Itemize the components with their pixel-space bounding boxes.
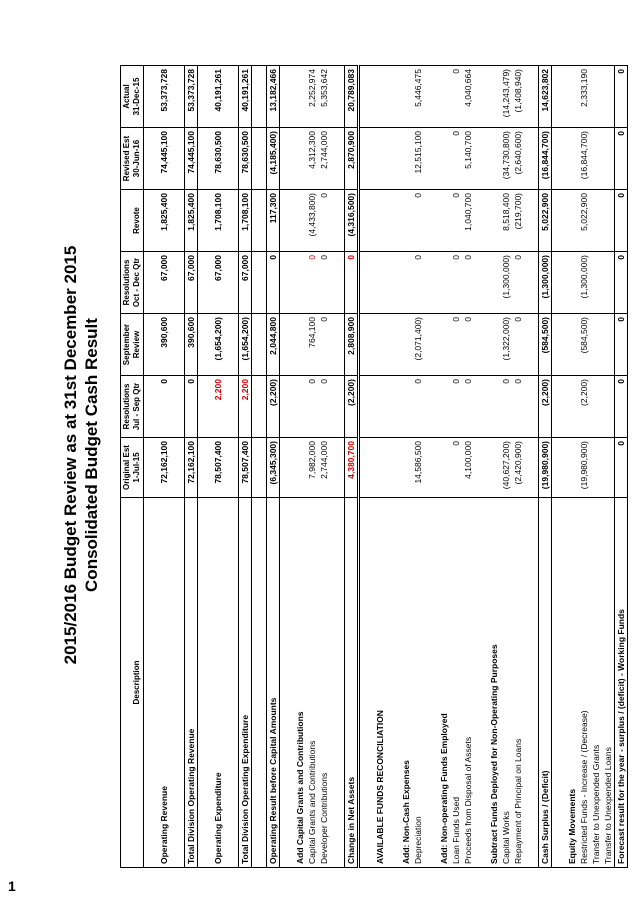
row-label: Capital Works	[500, 498, 512, 868]
value-cell: (16,844,700)	[578, 128, 590, 190]
row-add-capital-heading	[294, 66, 306, 868]
value-cell: (2,200)	[345, 376, 359, 438]
value-cell	[400, 66, 412, 128]
value-cell: (40,627,200)	[500, 438, 512, 498]
value-cell	[566, 128, 578, 190]
value-cell	[374, 438, 386, 498]
value-cell: (584,500)	[539, 314, 552, 376]
value-cell: (19,980,900)	[539, 438, 552, 498]
col-header-september-review: September Review	[121, 314, 144, 376]
value-cell	[374, 314, 386, 376]
budget-table	[120, 65, 628, 868]
value-cell: 4,380,700	[345, 438, 359, 498]
value-cell	[438, 252, 450, 314]
value-cell: 2,744,000	[318, 438, 330, 498]
value-cell: 53,373,728	[158, 66, 170, 128]
value-cell: 2,744,000	[318, 128, 330, 190]
value-cell: 74,445,100	[158, 128, 170, 190]
value-cell: 53,373,728	[185, 66, 198, 128]
row-total-operating-expenditure	[239, 66, 252, 868]
value-cell: 67,000	[239, 252, 252, 314]
value-cell: 0	[412, 190, 424, 252]
value-cell: 78,507,400	[239, 438, 252, 498]
col-header-description: Description	[121, 498, 144, 868]
row-label: Operating Revenue	[158, 498, 170, 868]
value-cell	[566, 314, 578, 376]
row-loan-funds-used	[450, 66, 462, 868]
row-subtract-heading	[488, 66, 500, 868]
value-cell: 0	[450, 438, 462, 498]
value-cell: 0	[306, 376, 318, 438]
row-label: Transfer to Unexpended Loans	[602, 498, 615, 868]
value-cell: 74,445,100	[185, 128, 198, 190]
value-cell: 40,191,261	[239, 66, 252, 128]
value-cell: (4,185,400)	[267, 128, 280, 190]
row-label: Subtract Funds Deployed for Non-Operating Purposes	[488, 498, 500, 868]
value-cell: (584,500)	[578, 314, 590, 376]
row-label: Cash Surplus / (Deficit)	[539, 498, 552, 868]
value-cell: 0	[412, 376, 424, 438]
value-cell: (19,980,900)	[578, 438, 590, 498]
value-cell: (2,200)	[267, 376, 280, 438]
value-cell: 78,630,500	[212, 128, 224, 190]
row-label: Forecast result for the year - surplus / (deficit) - Working Funds	[615, 498, 628, 868]
value-cell: 0	[306, 252, 318, 314]
value-cell	[602, 128, 615, 190]
value-cell: 0	[615, 128, 628, 190]
value-cell: 5,446,475	[412, 66, 424, 128]
value-cell	[374, 190, 386, 252]
value-cell: 2,808,900	[345, 314, 359, 376]
value-cell: 0	[615, 438, 628, 498]
value-cell: 0	[185, 376, 198, 438]
value-cell	[374, 128, 386, 190]
row-label: Total Division Operating Expenditure	[239, 498, 252, 868]
value-cell: (1,300,000)	[539, 252, 552, 314]
value-cell: (6,345,300)	[267, 438, 280, 498]
value-cell	[590, 376, 602, 438]
value-cell: (16,844,700)	[539, 128, 552, 190]
value-cell: 0	[462, 376, 474, 438]
row-label: Transfer to Unexpended Grants	[590, 498, 602, 868]
page-title: 2015/2016 Budget Review as at 31st December 2015	[61, 245, 80, 665]
value-cell: 0	[450, 128, 462, 190]
value-cell: 67,000	[212, 252, 224, 314]
value-cell	[294, 66, 306, 128]
value-cell: (1,654,200)	[239, 314, 252, 376]
row-equity-heading	[566, 66, 578, 868]
value-cell: 12,515,100	[412, 128, 424, 190]
row-total-operating-revenue	[185, 66, 198, 868]
row-label: Add: Non-Cash Expenses	[400, 498, 412, 868]
row-operating-expenditure	[212, 66, 224, 868]
value-cell: 2,200	[212, 376, 224, 438]
value-cell: 2,044,800	[267, 314, 280, 376]
value-cell	[438, 314, 450, 376]
value-cell: (4,316,500)	[345, 190, 359, 252]
row-label: Total Division Operating Revenue	[185, 498, 198, 868]
value-cell	[590, 128, 602, 190]
value-cell: 0	[462, 314, 474, 376]
value-cell	[602, 66, 615, 128]
value-cell: (1,322,000)	[500, 314, 512, 376]
value-cell	[400, 438, 412, 498]
value-cell	[294, 190, 306, 252]
value-cell	[294, 252, 306, 314]
row-capital-works	[500, 66, 512, 868]
value-cell: 72,162,100	[185, 438, 198, 498]
value-cell	[590, 438, 602, 498]
value-cell: 5,353,642	[318, 66, 330, 128]
row-label: Depreciation	[412, 498, 424, 868]
value-cell: (14,243,479)	[500, 66, 512, 128]
value-cell	[590, 66, 602, 128]
value-cell: 20,789,083	[345, 66, 359, 128]
value-cell: 4,040,664	[462, 66, 474, 128]
value-cell: 14,586,500	[412, 438, 424, 498]
value-cell: 0	[615, 190, 628, 252]
value-cell	[488, 438, 500, 498]
value-cell	[566, 376, 578, 438]
value-cell	[488, 252, 500, 314]
value-cell	[566, 438, 578, 498]
value-cell	[400, 252, 412, 314]
value-cell: 0	[318, 314, 330, 376]
value-cell	[566, 190, 578, 252]
value-cell: (2,200)	[578, 376, 590, 438]
value-cell: 0	[318, 252, 330, 314]
value-cell: 1,708,100	[239, 190, 252, 252]
title-block	[60, 30, 102, 880]
row-label: AVAILABLE FUNDS RECONCILIATION	[374, 498, 386, 868]
value-cell: 67,000	[185, 252, 198, 314]
value-cell: 0	[462, 252, 474, 314]
row-label: Repayment of Principal on Loans	[512, 498, 524, 868]
value-cell	[400, 376, 412, 438]
value-cell: 0	[318, 190, 330, 252]
value-cell: 2,333,190	[578, 66, 590, 128]
row-label: Equity Movements	[566, 498, 578, 868]
row-label: Restricted Funds - Increase / (Decrease)	[578, 498, 590, 868]
value-cell: (2,071,400)	[412, 314, 424, 376]
value-cell	[294, 128, 306, 190]
value-cell: 67,000	[158, 252, 170, 314]
value-cell	[294, 438, 306, 498]
value-cell: 0	[512, 252, 524, 314]
col-header-resolutions-jul-sep: Resolutions Jul - Sep Qtr	[121, 376, 144, 438]
value-cell: (2,640,600)	[512, 128, 524, 190]
value-cell: 1,040,700	[462, 190, 474, 252]
value-cell: 1,708,100	[212, 190, 224, 252]
page-number: 1	[8, 878, 16, 894]
value-cell: 8,518,400	[500, 190, 512, 252]
value-cell: 2,252,974	[306, 66, 318, 128]
value-cell: 14,623,802	[539, 66, 552, 128]
row-label: Add Capital Grants and Contributions	[294, 498, 306, 868]
value-cell	[374, 376, 386, 438]
value-cell: 0	[615, 314, 628, 376]
value-cell: (34,730,800)	[500, 128, 512, 190]
row-label: Add: Non-operating Funds Employed	[438, 498, 450, 868]
col-header-revised-est: Revised Est 30-Jun-16	[121, 128, 144, 190]
value-cell: 78,630,500	[239, 128, 252, 190]
row-restricted-funds	[578, 66, 590, 868]
value-cell	[438, 438, 450, 498]
value-cell: 7,982,000	[306, 438, 318, 498]
value-cell: 72,162,100	[158, 438, 170, 498]
col-header-resolutions-oct-dec: Resolutions Oct - Dec Qtr	[121, 252, 144, 314]
row-forecast-result	[615, 66, 628, 868]
value-cell: (1,300,000)	[578, 252, 590, 314]
col-header-revote: Revote	[121, 190, 144, 252]
row-available-funds-heading	[374, 66, 386, 868]
value-cell: 2,200	[239, 376, 252, 438]
row-nonop-heading	[438, 66, 450, 868]
value-cell: 0	[158, 376, 170, 438]
value-cell	[566, 66, 578, 128]
value-cell: 0	[512, 314, 524, 376]
row-change-in-net-assets	[345, 66, 359, 868]
row-label: Capital Grants and Contributions	[306, 498, 318, 868]
value-cell	[294, 376, 306, 438]
row-unexpended-grants	[590, 66, 602, 868]
value-cell: 0	[267, 252, 280, 314]
row-label: Proceeds from Disposal of Assets	[462, 498, 474, 868]
row-depreciation	[412, 66, 424, 868]
col-header-actual: Actual 31-Dec-15	[121, 66, 144, 128]
value-cell: (1,654,200)	[212, 314, 224, 376]
value-cell	[602, 314, 615, 376]
value-cell: 0	[450, 314, 462, 376]
value-cell: 764,100	[306, 314, 318, 376]
value-cell	[294, 314, 306, 376]
value-cell: 0	[500, 376, 512, 438]
value-cell	[400, 190, 412, 252]
value-cell	[602, 252, 615, 314]
row-operating-result	[267, 66, 280, 868]
value-cell: 0	[450, 376, 462, 438]
value-cell	[438, 128, 450, 190]
value-cell	[438, 376, 450, 438]
col-header-original-est: Original Est 1-Jul-15	[121, 438, 144, 498]
value-cell: 0	[450, 252, 462, 314]
value-cell	[374, 252, 386, 314]
value-cell	[438, 66, 450, 128]
row-unexpended-loans	[602, 66, 615, 868]
value-cell: (1,300,000)	[500, 252, 512, 314]
value-cell: 2,870,900	[345, 128, 359, 190]
value-cell: 390,600	[158, 314, 170, 376]
value-cell: 0	[450, 66, 462, 128]
row-label: Change in Net Assets	[345, 498, 359, 868]
value-cell	[400, 128, 412, 190]
value-cell: 40,191,261	[212, 66, 224, 128]
value-cell: (2,200)	[539, 376, 552, 438]
value-cell: (4,433,800)	[306, 190, 318, 252]
value-cell: 4,312,300	[306, 128, 318, 190]
value-cell	[590, 252, 602, 314]
value-cell	[590, 314, 602, 376]
value-cell	[566, 252, 578, 314]
value-cell: 1,825,400	[185, 190, 198, 252]
value-cell: 0	[412, 252, 424, 314]
value-cell	[488, 376, 500, 438]
value-cell	[488, 190, 500, 252]
value-cell: 0	[615, 376, 628, 438]
value-cell	[488, 314, 500, 376]
value-cell	[488, 128, 500, 190]
page-subtitle: Consolidated Budget Cash Result	[82, 318, 101, 592]
value-cell: 5,022,900	[578, 190, 590, 252]
row-cash-surplus	[539, 66, 552, 868]
value-cell: 390,600	[185, 314, 198, 376]
value-cell: 0	[615, 66, 628, 128]
value-cell: (2,420,900)	[512, 438, 524, 498]
value-cell: 0	[615, 252, 628, 314]
value-cell	[438, 190, 450, 252]
value-cell	[602, 438, 615, 498]
value-cell: 0	[318, 376, 330, 438]
row-label: Developer Contributions	[318, 498, 330, 868]
row-label: Loan Funds Used	[450, 498, 462, 868]
value-cell: 0	[345, 252, 359, 314]
value-cell: 0	[512, 376, 524, 438]
value-cell: 1,825,400	[158, 190, 170, 252]
rotated-page	[60, 30, 626, 880]
row-loan-repayment	[512, 66, 524, 868]
row-capital-grants	[306, 66, 318, 868]
value-cell: 5,022,900	[539, 190, 552, 252]
value-cell	[590, 190, 602, 252]
value-cell: 4,100,000	[462, 438, 474, 498]
value-cell: 117,300	[267, 190, 280, 252]
value-cell	[374, 66, 386, 128]
value-cell	[602, 376, 615, 438]
value-cell	[602, 190, 615, 252]
value-cell	[488, 66, 500, 128]
value-cell: 78,507,400	[212, 438, 224, 498]
value-cell	[400, 314, 412, 376]
value-cell: 0	[450, 190, 462, 252]
value-cell: (1,408,940)	[512, 66, 524, 128]
row-developer-contributions	[318, 66, 330, 868]
header-row	[121, 66, 144, 868]
value-cell: 13,182,466	[267, 66, 280, 128]
value-cell: (219,700)	[512, 190, 524, 252]
row-label: Operating Expenditure	[212, 498, 224, 868]
row-label: Operating Result before Capital Amounts	[267, 498, 280, 868]
row-proceeds-disposal	[462, 66, 474, 868]
row-operating-revenue	[158, 66, 170, 868]
value-cell: 5,140,700	[462, 128, 474, 190]
row-noncash-heading	[400, 66, 412, 868]
